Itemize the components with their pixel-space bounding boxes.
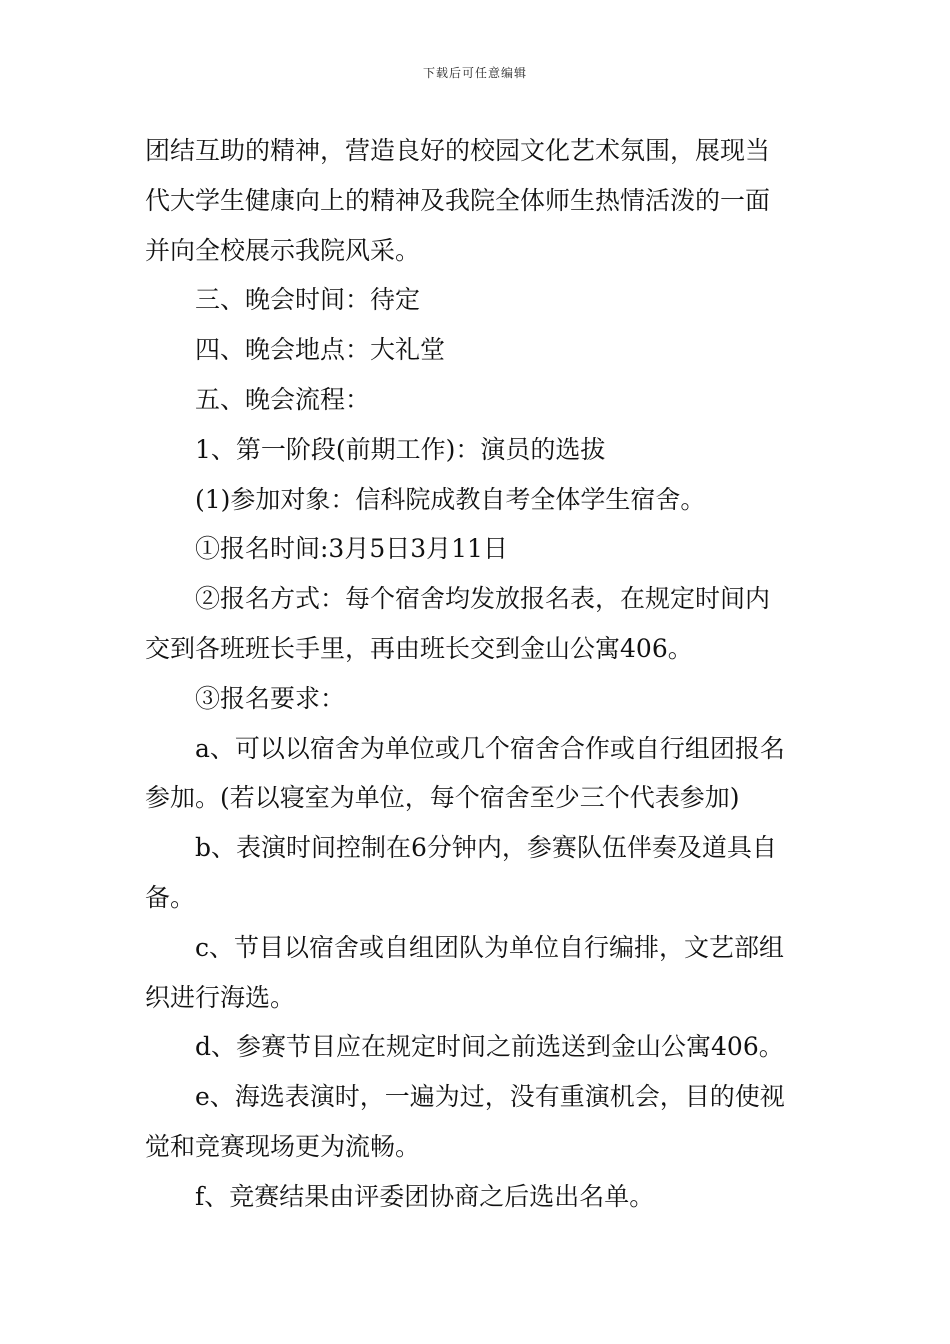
- registration-method-item: ②报名方式：每个宿舍均发放报名表，在规定时间内: [195, 584, 771, 614]
- page-header: 下载后可任意编辑: [422, 66, 527, 80]
- section-heading-flow: 五、晚会流程：: [195, 384, 371, 414]
- registration-requirements-item: ③报名要求：: [195, 683, 346, 713]
- paragraph-line: 团结互助的精神，营造良好的校园文化艺术氛围，展现当: [145, 136, 771, 165]
- requirement-e: e、海选表演时，一遍为过，没有重演机会，目的使视: [195, 1082, 785, 1112]
- registration-time-item: ①报名时间:3月5日3月11日: [195, 534, 508, 564]
- paragraph-line: 参加。(若以寝室为单位，每个宿舍至少三个代表参加): [145, 783, 740, 813]
- requirement-f: f、竞赛结果由评委团协商之后选出名单。: [195, 1181, 655, 1211]
- paragraph-line: 觉和竞赛现场更为流畅。: [145, 1131, 421, 1161]
- section-heading-time: 三、晚会时间：待定: [195, 285, 421, 315]
- paragraph-line: 备。: [145, 882, 196, 912]
- paragraph-line: 代大学生健康向上的精神及我院全体师生热情活泼的一面: [145, 185, 771, 215]
- paragraph-line: 织进行海选。: [145, 982, 296, 1012]
- document-body: [145, 126, 809, 1222]
- paragraph-line: 交到各班班长手里，再由班长交到金山公寓406。: [145, 633, 693, 663]
- requirement-c: c、节目以宿舍或自组团队为单位自行编排，文艺部组: [195, 932, 785, 962]
- requirement-b: b、表演时间控制在6分钟内，参赛队伍伴奏及道具自: [195, 833, 777, 863]
- section-heading-location: 四、晚会地点：大礼堂: [195, 335, 446, 365]
- requirement-a: a、可以以宿舍为单位或几个宿舍合作或自行组团报名: [195, 733, 785, 763]
- participants-item: (1)参加对象：信科院成教自考全体学生宿舍。: [195, 484, 706, 514]
- paragraph-line: 并向全校展示我院风采。: [145, 235, 421, 265]
- stage-heading: 1、第一阶段(前期工作)：演员的选拔: [195, 434, 606, 464]
- requirement-d: d、参赛节目应在规定时间之前选送到金山公寓406。: [195, 1032, 784, 1062]
